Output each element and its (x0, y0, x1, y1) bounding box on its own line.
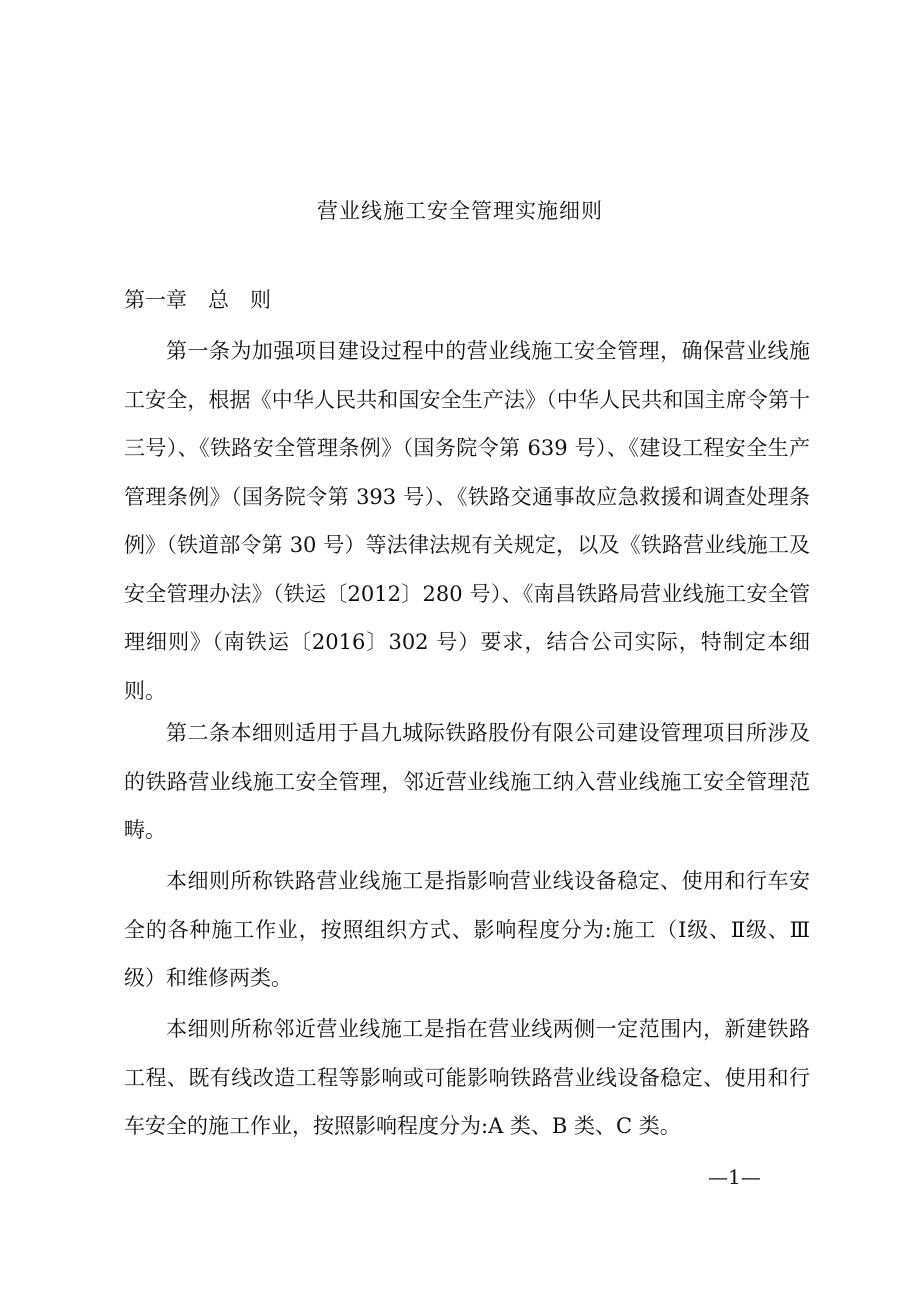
document-title: 营业线施工安全管理实施细则 (317, 199, 603, 223)
paragraph-article-1: 第一条为加强项目建设过程中的营业线施工安全管理，确保营业线施工安全，根据《中华人民共和国安全生产法》（中华人民共和国主席令第十三号）、《铁路安全管理条例》（国务院令第 639 号）、《建设工程安全生产管理条例》（国务院令第 393 号）、《铁路交通事故应急救援和调查处理条例》（铁道部令第 30 号）等法律法规有关规定，以及《铁路营业线施工及安全管理办法》（铁运〔2012〕280 号）、《南昌铁路局营业线施工安全管理细则》（南铁运〔2016〕302 号）要求，结合公司实际，特制定本细则。 (124, 339, 810, 703)
paragraph-operating-line-definition: 本细则所称铁路营业线施工是指影响营业线设备稳定、使用和行车安全的各种施工作业，按照组织方式、影响程度分为:施工（Ⅰ级、Ⅱ级、Ⅲ级）和维修两类。 (124, 869, 810, 990)
chapter-heading: 第一章 总 则 (124, 288, 271, 312)
page-number: —1— (708, 1165, 761, 1189)
paragraph-article-2: 第二条本细则适用于昌九城际铁路股份有限公司建设管理项目所涉及的铁路营业线施工安全管理，邻近营业线施工纳入营业线施工安全管理范畴。 (124, 721, 810, 842)
paragraph-adjacent-line-definition: 本细则所称邻近营业线施工是指在营业线两侧一定范围内，新建铁路工程、既有线改造工程等影响或可能影响铁路营业线设备稳定、使用和行车安全的施工作业，按照影响程度分为:A 类、B 类、C 类。 (124, 1017, 810, 1138)
